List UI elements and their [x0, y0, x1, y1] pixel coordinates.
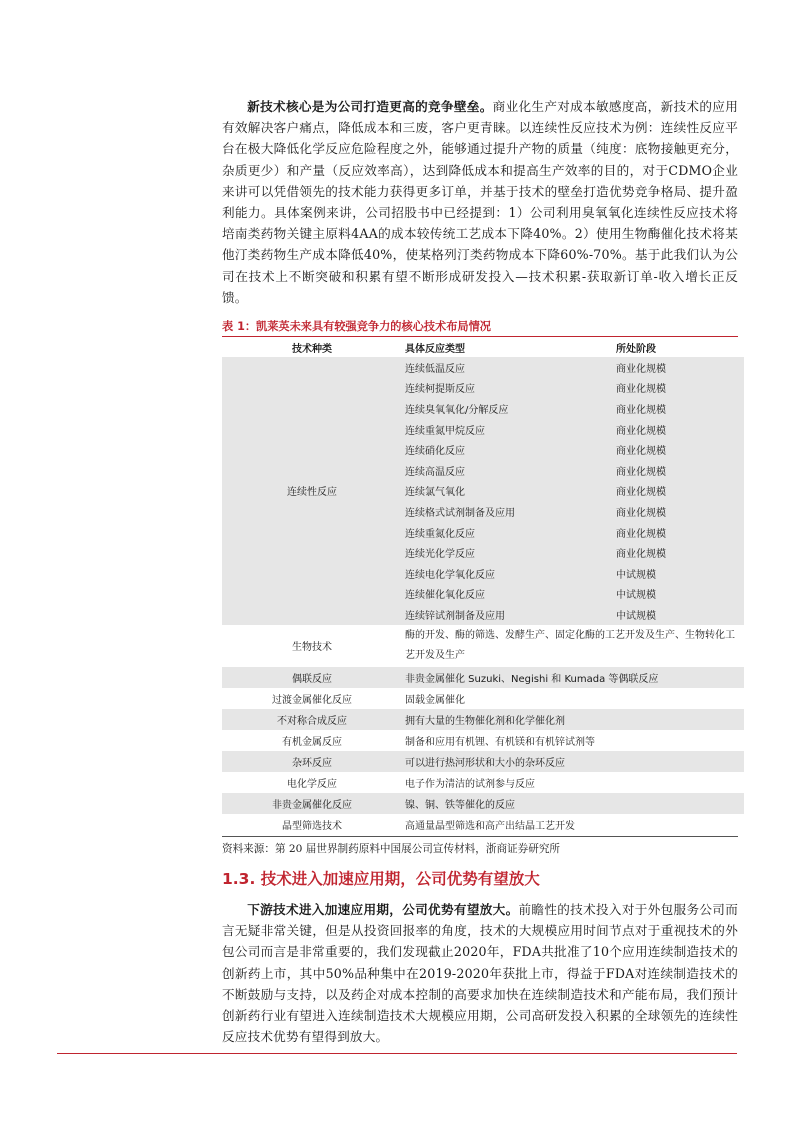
stage-cell: 中试规模: [613, 584, 744, 605]
reaction-type-cell: 连续低温反应: [402, 357, 613, 378]
section-paragraph: [222, 899, 738, 1047]
reaction-type-cell: 连续锌试剂制备及应用: [402, 604, 613, 625]
stage-cell: 中试规模: [613, 604, 744, 625]
table-top-rule: [222, 336, 738, 337]
reaction-type-cell: 连续重氮化反应: [402, 522, 613, 543]
description-cell: 拥有大量的生物催化剂和化学催化剂: [402, 709, 744, 730]
table-row: [222, 625, 744, 667]
core-tech-table: [222, 338, 744, 835]
intro-body: 商业化生产对成本敏感度高，新技术的应用有效解决客户痛点，降低成本和三废，客户更青睐。以连续性反应技术为例：连续性反应平台在极大降低化学反应危险程度之外，能够通过提升产物的质量（纯度：底物接触更充分，杂质更少）和产量（反应效率高），达到降低成本和提高生产效率的目的，对于CDMO企业来讲可以凭借领先的技术能力获得更多订单，并基于技术的壁垒打造优势竞争格局、提升盈利能力。具体案例来讲，公司招股书中已经提到：1）公司利用臭氧氧化连续性反应技术将培南类药物关键主原料4AA的成本较传统工艺成本下降40%。2）使用生物酶催化技术将某他汀类药物生产成本降低40%，使某格列汀类药物成本下降60%-70%。基于此我们认为公司在技术上不断突破和积累有望不断形成研发投入—技术积累-获取新订单-收入增长正反馈。: [222, 99, 738, 305]
description-cell: 制备和应用有机锂、有机镁和有机锌试剂等: [402, 730, 744, 751]
section-heading: 1.3. 技术进入加速应用期，公司优势有望放大: [222, 870, 540, 888]
table-row: [222, 357, 744, 378]
description-cell: 固载金属催化: [402, 688, 744, 709]
header-category: 技术种类: [222, 338, 402, 357]
table-header-row: [222, 338, 744, 357]
description-cell: 酶的开发、酶的筛选、发酵生产、固定化酶的工艺开发及生产、生物转化工艺开发及生产: [402, 625, 744, 667]
reaction-type-cell: 连续氯气氧化: [402, 481, 613, 502]
description-cell: 电子作为清洁的试剂参与反应: [402, 772, 744, 793]
other-tech-group: [222, 625, 744, 835]
section-lead: 下游技术进入加速应用期，公司优势有望放大。: [247, 902, 519, 917]
stage-cell: 商业化规模: [613, 501, 744, 522]
table-caption: 表 1：凯莱英未来具有较强竞争力的核心技术布局情况: [222, 320, 491, 333]
table-row: [222, 688, 744, 709]
table-row: [222, 814, 744, 835]
reaction-type-cell: 连续格式试剂制备及应用: [402, 501, 613, 522]
table-source: 资料来源：第 20 届世界制药原料中国展公司宣传材料，浙商证券研究所: [222, 843, 561, 855]
description-cell: 非贵金属催化 Suzuki、Negishi 和 Kumada 等偶联反应: [402, 667, 744, 688]
reaction-type-cell: 连续重氮甲烷反应: [402, 419, 613, 440]
reaction-type-cell: 连续高温反应: [402, 460, 613, 481]
stage-cell: 商业化规模: [613, 460, 744, 481]
table-row: [222, 751, 744, 772]
footer-rule: [57, 1053, 737, 1054]
intro-lead: 新技术核心是为公司打造更高的竞争壁垒。: [247, 99, 493, 114]
category-cell: 晶型筛选技术: [222, 814, 402, 835]
table-row: [222, 793, 744, 814]
stage-cell: 商业化规模: [613, 542, 744, 563]
reaction-type-cell: 连续柯提斯反应: [402, 378, 613, 399]
stage-cell: 商业化规模: [613, 439, 744, 460]
continuous-group: [222, 357, 744, 625]
category-cell: 有机金属反应: [222, 730, 402, 751]
stage-cell: 商业化规模: [613, 398, 744, 419]
table-row: [222, 709, 744, 730]
stage-cell: 商业化规模: [613, 357, 744, 378]
description-cell: 可以进行热河形状和大小的杂环反应: [402, 751, 744, 772]
category-cell: 连续性反应: [222, 357, 402, 625]
stage-cell: 商业化规模: [613, 378, 744, 399]
description-cell: 镍、铜、铁等催化的反应: [402, 793, 744, 814]
header-stage: 所处阶段: [613, 338, 744, 357]
category-cell: 不对称合成反应: [222, 709, 402, 730]
stage-cell: 商业化规模: [613, 419, 744, 440]
table-row: [222, 730, 744, 751]
table-row: [222, 667, 744, 688]
reaction-type-cell: 连续光化学反应: [402, 542, 613, 563]
category-cell: 过渡金属催化反应: [222, 688, 402, 709]
category-cell: 电化学反应: [222, 772, 402, 793]
intro-paragraph: [222, 96, 738, 308]
stage-cell: 商业化规模: [613, 481, 744, 502]
description-cell: 高通量晶型筛选和高产出结晶工艺开发: [402, 814, 744, 835]
stage-cell: 商业化规模: [613, 522, 744, 543]
category-cell: 非贵金属催化反应: [222, 793, 402, 814]
table-row: [222, 772, 744, 793]
header-reaction-type: 具体反应类型: [402, 338, 613, 357]
reaction-type-cell: 连续催化氧化反应: [402, 584, 613, 605]
category-cell: 偶联反应: [222, 667, 402, 688]
category-cell: 杂环反应: [222, 751, 402, 772]
table-bottom-rule: [222, 836, 738, 837]
reaction-type-cell: 连续电化学氧化反应: [402, 563, 613, 584]
category-cell: 生物技术: [222, 625, 402, 667]
stage-cell: 中试规模: [613, 563, 744, 584]
reaction-type-cell: 连续硝化反应: [402, 439, 613, 460]
section-body: 前瞻性的技术投入对于外包服务公司而言无疑非常关键，但是从投资回报率的角度，技术的大规模应用时间节点对于重视技术的外包公司而言是非常重要的，我们发现截止2020年，FDA共批准了10个应用连续制造技术的创新药上市，其中50%品种集中在2019-2020年获批上市，得益于FDA对连续制造技术的不断鼓励与支持，以及药企对成本控制的高要求加快在连续制造技术和产能布局，我们预计创新药行业有望进入连续制造技术大规模应用期，公司高研发投入积累的全球领先的连续性反应技术优势有望得到放大。: [222, 902, 739, 1045]
reaction-type-cell: 连续臭氧氧化/分解反应: [402, 398, 613, 419]
